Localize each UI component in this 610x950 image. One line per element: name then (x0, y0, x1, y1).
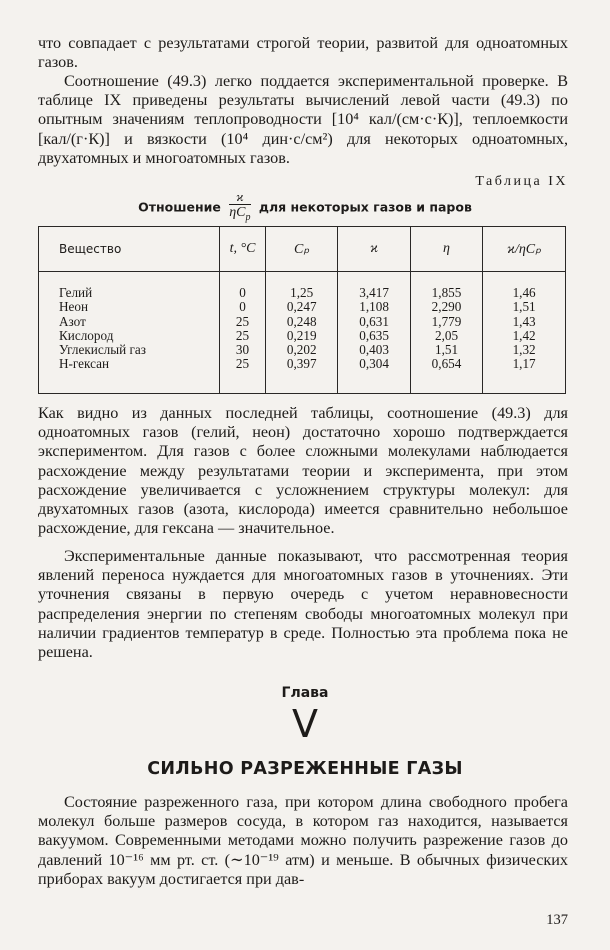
column-viscosity (410, 272, 482, 394)
chapter-title: СИЛЬНО РАЗРЕЖЕННЫЕ ГАЗЫ (147, 759, 463, 779)
paragraph-table-intro: Соотношение (49.3) легко поддается экспериментальной проверке. В таблице IX приведены результаты вычислений левой части (49.3) по опытным значениям теплопроводности [10⁴ кал/(см·с·К)], теплоемкости [кал/(г·К)] и вязкости (10⁴ дин·с/см²) для некоторых одноатомных, двухатомных и многоатомных газов. (38, 72, 568, 167)
chapter-label: Глава (281, 685, 329, 701)
column-conductivity (338, 272, 410, 394)
header-substance: Вещество (39, 227, 220, 272)
table-body-row (39, 272, 566, 394)
cell-lines: Гелий Неон Азот Кислород Углекислый газ Н-гексан (59, 285, 146, 372)
caption-fraction (229, 190, 250, 226)
column-ratio (483, 272, 566, 394)
table-caption-before: Отношение (138, 199, 221, 215)
table-label: Таблица IX (475, 174, 568, 189)
cell-lines: 1,46 1,51 1,43 1,42 1,32 1,17 (512, 285, 536, 372)
table-caption (0, 190, 610, 226)
column-heat-capacity (266, 272, 338, 394)
header-temperature: t, °C (220, 227, 266, 272)
cell-lines: 3,417 1,108 0,631 0,635 0,403 0,304 (359, 285, 389, 372)
cell-lines: 0 0 25 25 30 25 (235, 285, 250, 372)
caption-fraction-denominator (229, 205, 250, 226)
caption-fraction-den-sub: p (245, 211, 251, 223)
paragraph-discussion: Как видно из данных последней таблицы, соотношение (49.3) для одноатомных газов (гелий, неон) достаточно хорошо подтверждается экспериментом. Для газов с более сложными молекулами наблюдается расхождение между результатами теории и эксперимента, при этом расхождение увеличивается с усложнением структуры молекул: для двухатомных газов (азота, кислорода) имеется сравнительно небольшое расхождение, для гексана — значительное. (38, 404, 568, 538)
header-ratio: ϰ/ηCₚ (483, 227, 566, 272)
header-viscosity: η (410, 227, 482, 272)
header-heat-capacity: Cₚ (266, 227, 338, 272)
column-substance (39, 272, 220, 394)
page-number: 137 (546, 912, 568, 928)
caption-fraction-den-main: ηC (229, 205, 246, 220)
paragraph-continuation: что совпадает с результатами строгой теории, развитой для одноатомных газов. (38, 34, 568, 72)
caption-fraction-numerator: ϰ (229, 190, 250, 205)
chapter-number: V (292, 702, 318, 746)
cell-lines: 1,25 0,247 0,248 0,219 0,202 0,397 (286, 285, 317, 372)
data-table (38, 226, 566, 394)
paragraph-conclusion: Экспериментальные данные показывают, что рассмотренная теория явлений переноса нуждается для многоатомных газов в уточнениях. Эти уточнения связаны в первую очередь с учетом неравновесности распределения энергии по степеням свободы многоатомных молекул при наличии градиентов температур в среде. Полностью эта проблема пока не решена. (38, 547, 568, 662)
paragraph-chapter-intro: Состояние разреженного газа, при котором длина свободного пробега молекул больше размеров сосуда, в котором газ находится, называется вакуумом. Современными методами можно получить разрежение газов до давлений 10⁻¹⁶ мм рт. ст. (∼10⁻¹⁹ атм) и меньше. В обычных физических приборах вакуум достигается при дав- (38, 793, 568, 888)
column-temperature (220, 272, 266, 394)
table-header-row (39, 227, 566, 272)
table-caption-after: для некоторых газов и паров (258, 199, 472, 215)
cell-lines: 1,855 2,290 1,779 2,05 1,51 0,654 (431, 285, 462, 372)
header-conductivity: ϰ (338, 227, 410, 272)
